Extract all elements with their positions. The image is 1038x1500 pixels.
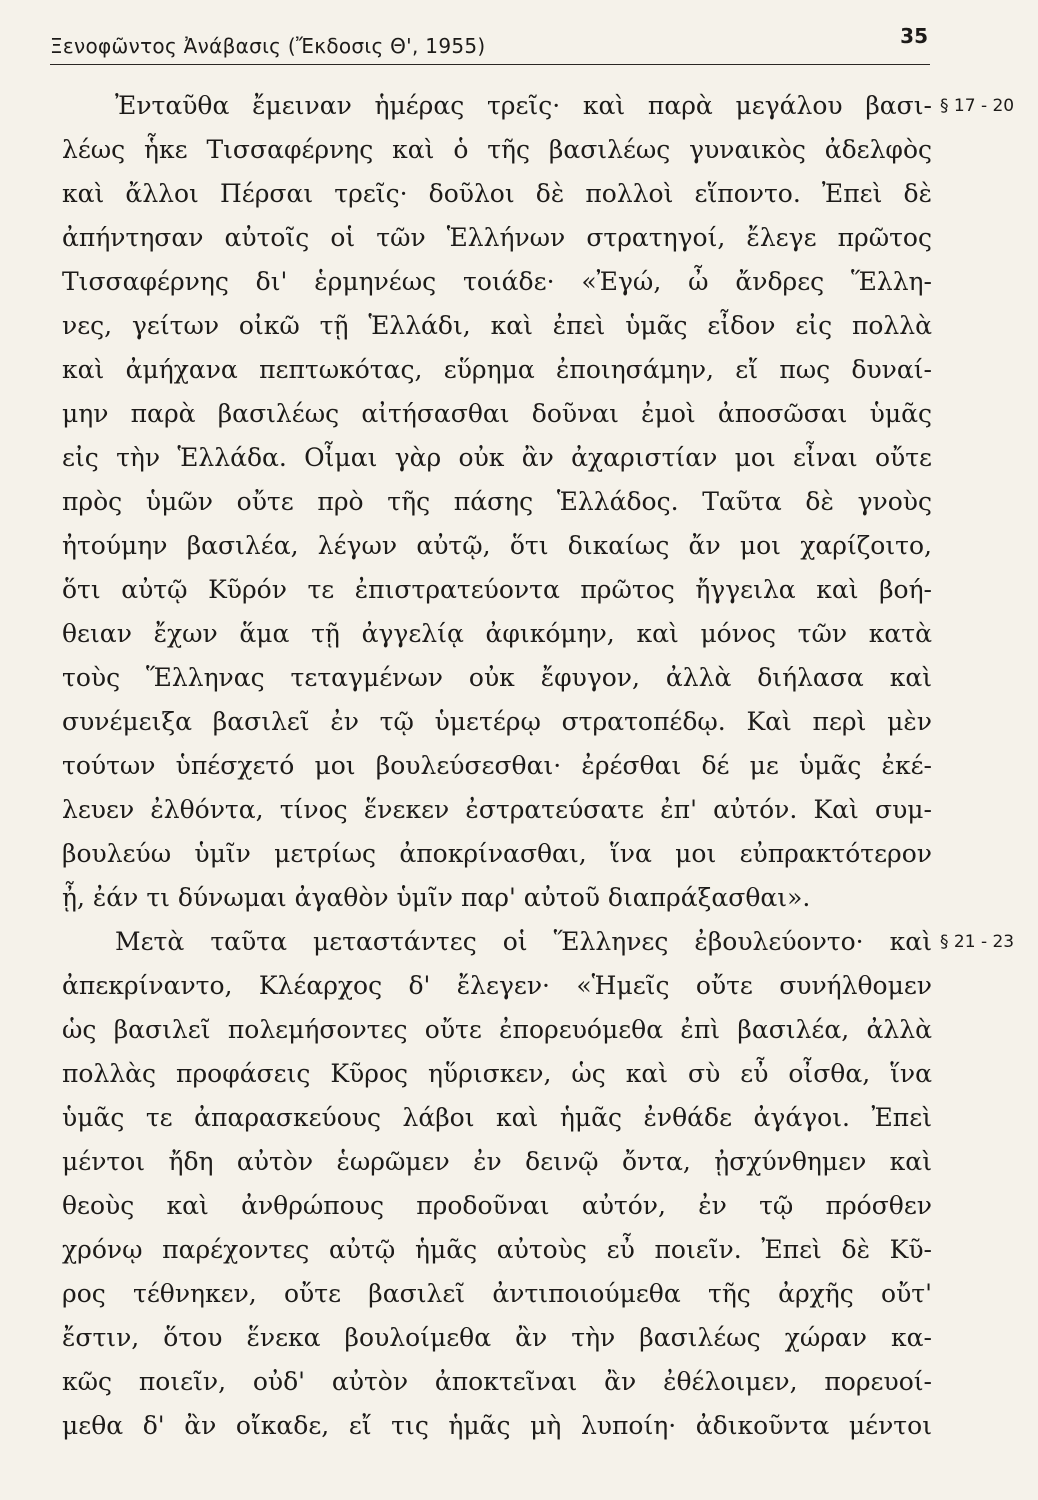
text-line: ἀπήντησαν αὐτοῖς οἱ τῶν Ἑλλήνων στρατηγοί, ἔλεγε πρῶτος xyxy=(62,223,932,252)
text-line: ὅτι αὐτῷ Κῦρόν τε ἐπιστρατεύοντα πρῶτος ἤγγειλα καὶ βοή- xyxy=(62,575,932,604)
text-line: καὶ ἀμήχανα πεπτωκότας, εὕρημα ἐποιησάμην, εἴ πως δυναί- xyxy=(62,355,932,384)
text-line: πρὸς ὑμῶν οὔτε πρὸ τῆς πάσης Ἑλλάδος. Ταῦτα δὲ γνοὺς xyxy=(62,487,932,516)
text-line: ὑμᾶς τε ἀπαρασκεύους λάβοι καὶ ἡμᾶς ἐνθάδε ἀγάγοι. Ἐπεὶ xyxy=(62,1103,932,1132)
margin-note-section-ref: § 21 - 23 xyxy=(940,932,1015,952)
text-line: Ἐνταῦθα ἔμειναν ἡμέρας τρεῖς· καὶ παρὰ μεγάλου βασι- xyxy=(115,91,932,120)
text-line: λέως ἧκε Τισσαφέρνης καὶ ὁ τῆς βασιλέως γυναικὸς ἀδελφὸς xyxy=(62,135,932,164)
text-line: συνέμειξα βασιλεῖ ἐν τῷ ὑμετέρῳ στρατοπέδῳ. Καὶ περὶ μὲν xyxy=(62,707,932,736)
text-line: τούτων ὑπέσχετό μοι βουλεύσεσθαι· ἐρέσθαι δέ με ὑμᾶς ἐκέ- xyxy=(62,751,932,780)
text-line: εἰς τὴν Ἑλλάδα. Οἶμαι γὰρ οὐκ ἂν ἀχαριστίαν μοι εἶναι οὔτε xyxy=(62,443,932,472)
margin-note-section-ref: § 17 - 20 xyxy=(940,96,1015,116)
text-line: θειαν ἔχων ἅμα τῇ ἀγγελίᾳ ἀφικόμην, καὶ μόνος τῶν κατὰ xyxy=(62,619,932,648)
running-title: Ξενοφῶντος Ἀνάβασις (Ἔκδοσις Θ', 1955) xyxy=(50,34,486,58)
text-line: βουλεύω ὑμῖν μετρίως ἀποκρίνασθαι, ἵνα μοι εὐπρακτότερον xyxy=(62,839,932,868)
text-line: Μετὰ ταῦτα μεταστάντες οἱ Ἕλληνες ἐβουλεύοντο· καὶ xyxy=(115,927,932,956)
page-header xyxy=(50,24,930,64)
text-line: χρόνῳ παρέχοντες αὐτῷ ἡμᾶς αὐτοὺς εὖ ποιεῖν. Ἐπεὶ δὲ Κῦ- xyxy=(62,1235,932,1264)
text-line: νες, γείτων οἰκῶ τῇ Ἑλλάδι, καὶ ἐπεὶ ὑμᾶς εἶδον εἰς πολλὰ xyxy=(62,311,932,340)
text-line: κῶς ποιεῖν, οὐδ' αὐτὸν ἀποκτεῖναι ἂν ἐθέλοιμεν, πορευοί- xyxy=(62,1367,932,1396)
text-line: ἀπεκρίναντο, Κλέαρχος δ' ἔλεγεν· «Ἡμεῖς οὔτε συνήλθομεν xyxy=(62,971,932,1000)
text-line: Τισσαφέρνης δι' ἑρμηνέως τοιάδε· «Ἐγώ, ὦ ἄνδρες Ἕλλη- xyxy=(62,267,932,296)
text-line: ᾖ, ἐάν τι δύνωμαι ἀγαθὸν ὑμῖν παρ' αὐτοῦ διαπράξασθαι». xyxy=(62,883,811,912)
text-line: θεοὺς καὶ ἀνθρώπους προδοῦναι αὐτόν, ἐν τῷ πρόσθεν xyxy=(62,1191,932,1220)
text-line: ρος τέθνηκεν, οὔτε βασιλεῖ ἀντιποιούμεθα τῆς ἀρχῆς οὔτ' xyxy=(62,1279,932,1308)
text-line: μέντοι ἤδη αὐτὸν ἑωρῶμεν ἐν δεινῷ ὄντα, ᾐσχύνθημεν καὶ xyxy=(62,1147,932,1176)
text-line: μεθα δ' ἂν οἴκαδε, εἴ τις ἡμᾶς μὴ λυποίη· ἀδικοῦντα μέντοι xyxy=(62,1411,932,1440)
header-rule xyxy=(50,64,930,65)
text-line: λευεν ἐλθόντα, τίνος ἕνεκεν ἐστρατεύσατε ἐπ' αὐτόν. Καὶ συμ- xyxy=(62,795,932,824)
text-line: ἠτούμην βασιλέα, λέγων αὐτῷ, ὅτι δικαίως ἄν μοι χαρίζοιτο, xyxy=(62,531,932,560)
text-line: μην παρὰ βασιλέως αἰτήσασθαι δοῦναι ἐμοὶ ἀποσῶσαι ὑμᾶς xyxy=(62,399,932,428)
text-line: πολλὰς προφάσεις Κῦρος ηὕρισκεν, ὡς καὶ σὺ εὖ οἶσθα, ἵνα xyxy=(62,1059,932,1088)
text-line: καὶ ἄλλοι Πέρσαι τρεῖς· δοῦλοι δὲ πολλοὶ εἵποντο. Ἐπεὶ δὲ xyxy=(62,179,932,208)
text-line: τοὺς Ἕλληνας τεταγμένων οὐκ ἔφυγον, ἀλλὰ διήλασα καὶ xyxy=(62,663,932,692)
text-line: ἔστιν, ὅτου ἕνεκα βουλοίμεθα ἂν τὴν βασιλέως χώραν κα- xyxy=(62,1323,932,1352)
page-number: 35 xyxy=(900,24,928,48)
text-line: ὡς βασιλεῖ πολεμήσοντες οὔτε ἐπορευόμεθα ἐπὶ βασιλέα, ἀλλὰ xyxy=(62,1015,932,1044)
